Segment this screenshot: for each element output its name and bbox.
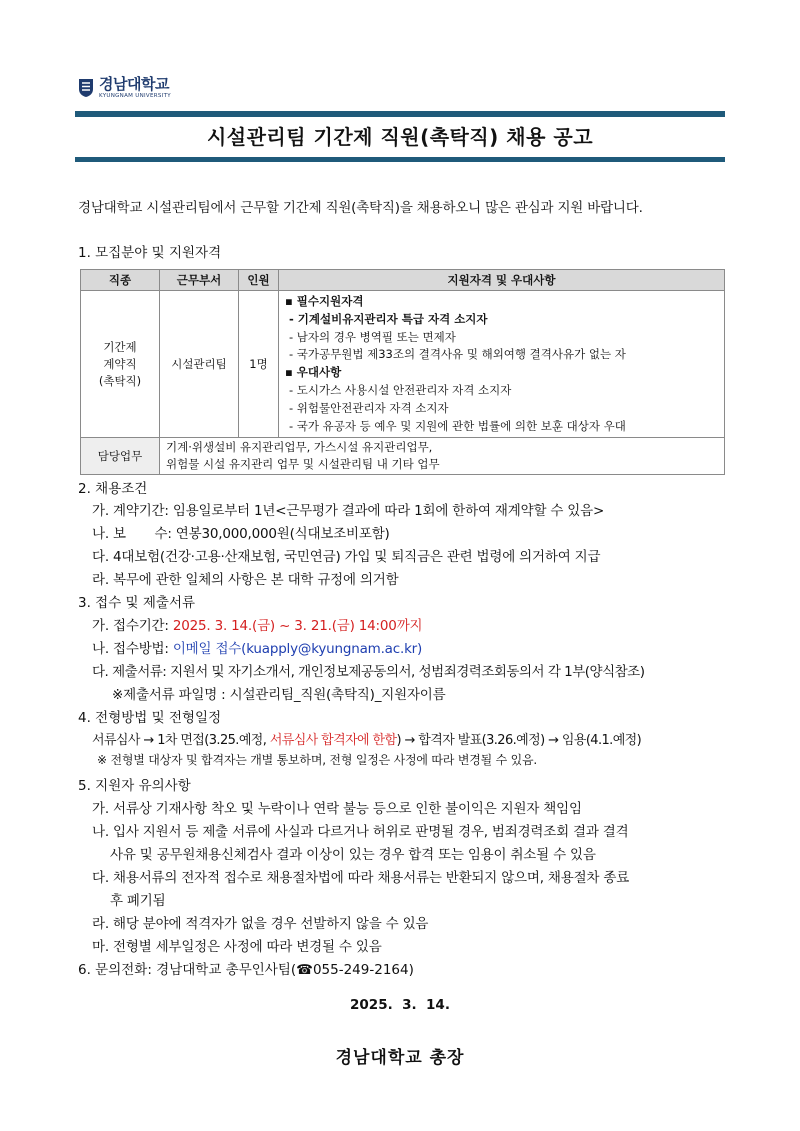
table-header-row: [81, 270, 725, 291]
notice-item: 나. 입사 지원서 등 제출 서류에 사실과 다르거나 허위로 판명될 경우, 범죄경력조회 결과 결격: [92, 824, 629, 840]
duty-label-cell: 담당업무: [81, 438, 160, 475]
section-5-heading: 5. 지원자 유의사항: [78, 778, 191, 794]
preferred-item: - 위험물안전관리자 자격 소지자: [289, 400, 449, 415]
preferred-item: - 국가 유공자 등 예우 및 지원에 관한 법률에 의한 보훈 대상자 우대: [289, 418, 626, 433]
period-label: 가. 접수기간:: [92, 618, 173, 634]
job-type-line: 계약직: [103, 356, 137, 371]
condition-item: 가. 계약기간: 임용일로부터 1년<근무평가 결과에 따라 1회에 한하여 재계약할 수 있음>: [92, 503, 605, 519]
page-title: 시설관리팀 기간제 직원(촉탁직) 채용 공고: [206, 125, 594, 149]
logo-english-text: KYUNGNAM UNIVERSITY: [99, 93, 171, 99]
section-3-heading: 3. 접수 및 제출서류: [78, 595, 196, 611]
notice-item: 다. 채용서류의 전자적 접수로 채용절차법에 따라 채용서류는 반환되지 않으며, 채용절차 종료: [92, 870, 630, 886]
notice-item-continued: 사유 및 공무원채용신체검사 결과 이상이 있는 경우 합격 또는 임용이 취소될 수 있음: [110, 847, 596, 863]
selection-note: ※ 전형별 대상자 및 합격자는 개별 통보하며, 전형 일정은 사정에 따라 변경될 수 있음.: [97, 753, 538, 767]
job-type-line: (촉탁직): [98, 373, 142, 388]
announcement-date: 2025. 3. 14.: [350, 997, 450, 1013]
notice-item-continued: 후 폐기됨: [110, 893, 166, 909]
selection-flow: [92, 729, 641, 748]
intro-text: 경남대학교 시설관리팀에서 근무할 기간제 직원(촉탁직)을 채용하오니 많은 관심과 지원 바랍니다.: [78, 200, 643, 216]
method-label: 나. 접수방법:: [92, 641, 173, 657]
signature: 경남대학교 총장: [335, 1048, 465, 1068]
title-bottom-rule: [75, 157, 725, 162]
col-header-job-type: 직종: [81, 270, 160, 291]
section-2-heading: 2. 채용조건: [78, 481, 148, 497]
col-header-qualifications: 지원자격 및 우대사항: [279, 270, 725, 291]
application-method: [92, 637, 422, 657]
title-top-rule: [75, 111, 725, 117]
dept-cell: 시설관리팀: [160, 291, 239, 438]
notice-item: 가. 서류상 기재사항 착오 및 누락이나 연락 불능 등으로 인한 불이익은 지원자 책임임: [92, 801, 582, 817]
preferred-heading: ▪ 우대사항: [285, 365, 342, 380]
col-header-dept: 근무부서: [160, 270, 239, 291]
col-header-count: 인원: [239, 270, 279, 291]
section-1-heading: 1. 모집분야 및 지원자격: [78, 245, 222, 261]
table-row: [81, 291, 725, 438]
required-heading: ▪ 필수지원자격: [285, 294, 364, 308]
required-documents: 다. 제출서류: 지원서 및 자기소개서, 개인정보제공동의서, 성범죄경력조회동의서 각 1부(양식참조): [92, 664, 645, 680]
required-item: - 남자의 경우 병역필 또는 면제자: [289, 329, 456, 344]
flow-text: 서류심사 → 1차 면접(3.25.예정,: [92, 733, 270, 748]
duty-line: 위험물 시설 유지관리 업무 및 시설관리팀 내 기타 업무: [166, 457, 440, 472]
condition-item: 나. 보 수: 연봉30,000,000원(식대보조비포함): [92, 526, 390, 542]
condition-item: 라. 복무에 관한 일체의 사항은 본 대학 규정에 의거함: [92, 572, 399, 588]
section-4-heading: 4. 전형방법 및 전형일정: [78, 710, 222, 726]
notice-item: 라. 해당 분야에 적격자가 없을 경우 선발하지 않을 수 있음: [92, 916, 429, 932]
period-value: 2025. 3. 14.(금) ~ 3. 21.(금) 14:00까지: [172, 618, 423, 634]
flow-highlight: 서류심사 합격자에 한함: [269, 733, 397, 748]
email-link[interactable]: 이메일 접수(kuapply@kyungnam.ac.kr): [172, 641, 423, 657]
condition-item: 다. 4대보험(건강·고용·산재보험, 국민연금) 가입 및 퇴직금은 관련 법령에 의거하여 지급: [92, 549, 601, 565]
count-cell: 1명: [239, 291, 279, 438]
application-period: [92, 614, 422, 634]
qualifications-cell: [279, 291, 725, 438]
table-row: [81, 438, 725, 475]
required-item: - 기계설비유지관리자 특급 자격 소지자: [289, 311, 488, 326]
shield-logo-icon: [78, 78, 94, 98]
contact-phone: 6. 문의전화: 경남대학교 총무인사팀(☎055-249-2164): [78, 962, 414, 978]
notice-item: 마. 전형별 세부일정은 사정에 따라 변경될 수 있음: [92, 939, 382, 955]
university-logo: [78, 77, 171, 100]
logo-korean-text: 경남대학교: [99, 75, 169, 93]
job-type-cell: [81, 291, 160, 438]
required-item: - 국가공무원법 제33조의 결격사유 및 해외여행 결격사유가 없는 자: [289, 347, 626, 362]
job-type-line: 기간제: [103, 339, 137, 354]
filename-note: ※제출서류 파일명 : 시설관리팀_직원(촉탁직)_지원자이름: [112, 687, 446, 703]
duty-line: 기계·위생설비 유지관리업무, 가스시설 유지관리업무,: [166, 440, 433, 455]
preferred-item: - 도시가스 사용시설 안전관리자 자격 소지자: [289, 382, 512, 397]
recruitment-table: [80, 269, 725, 475]
flow-text: ) → 합격자 발표(3.26.예정) → 임용(4.1.예정): [396, 733, 642, 748]
duty-cell: [160, 438, 725, 475]
